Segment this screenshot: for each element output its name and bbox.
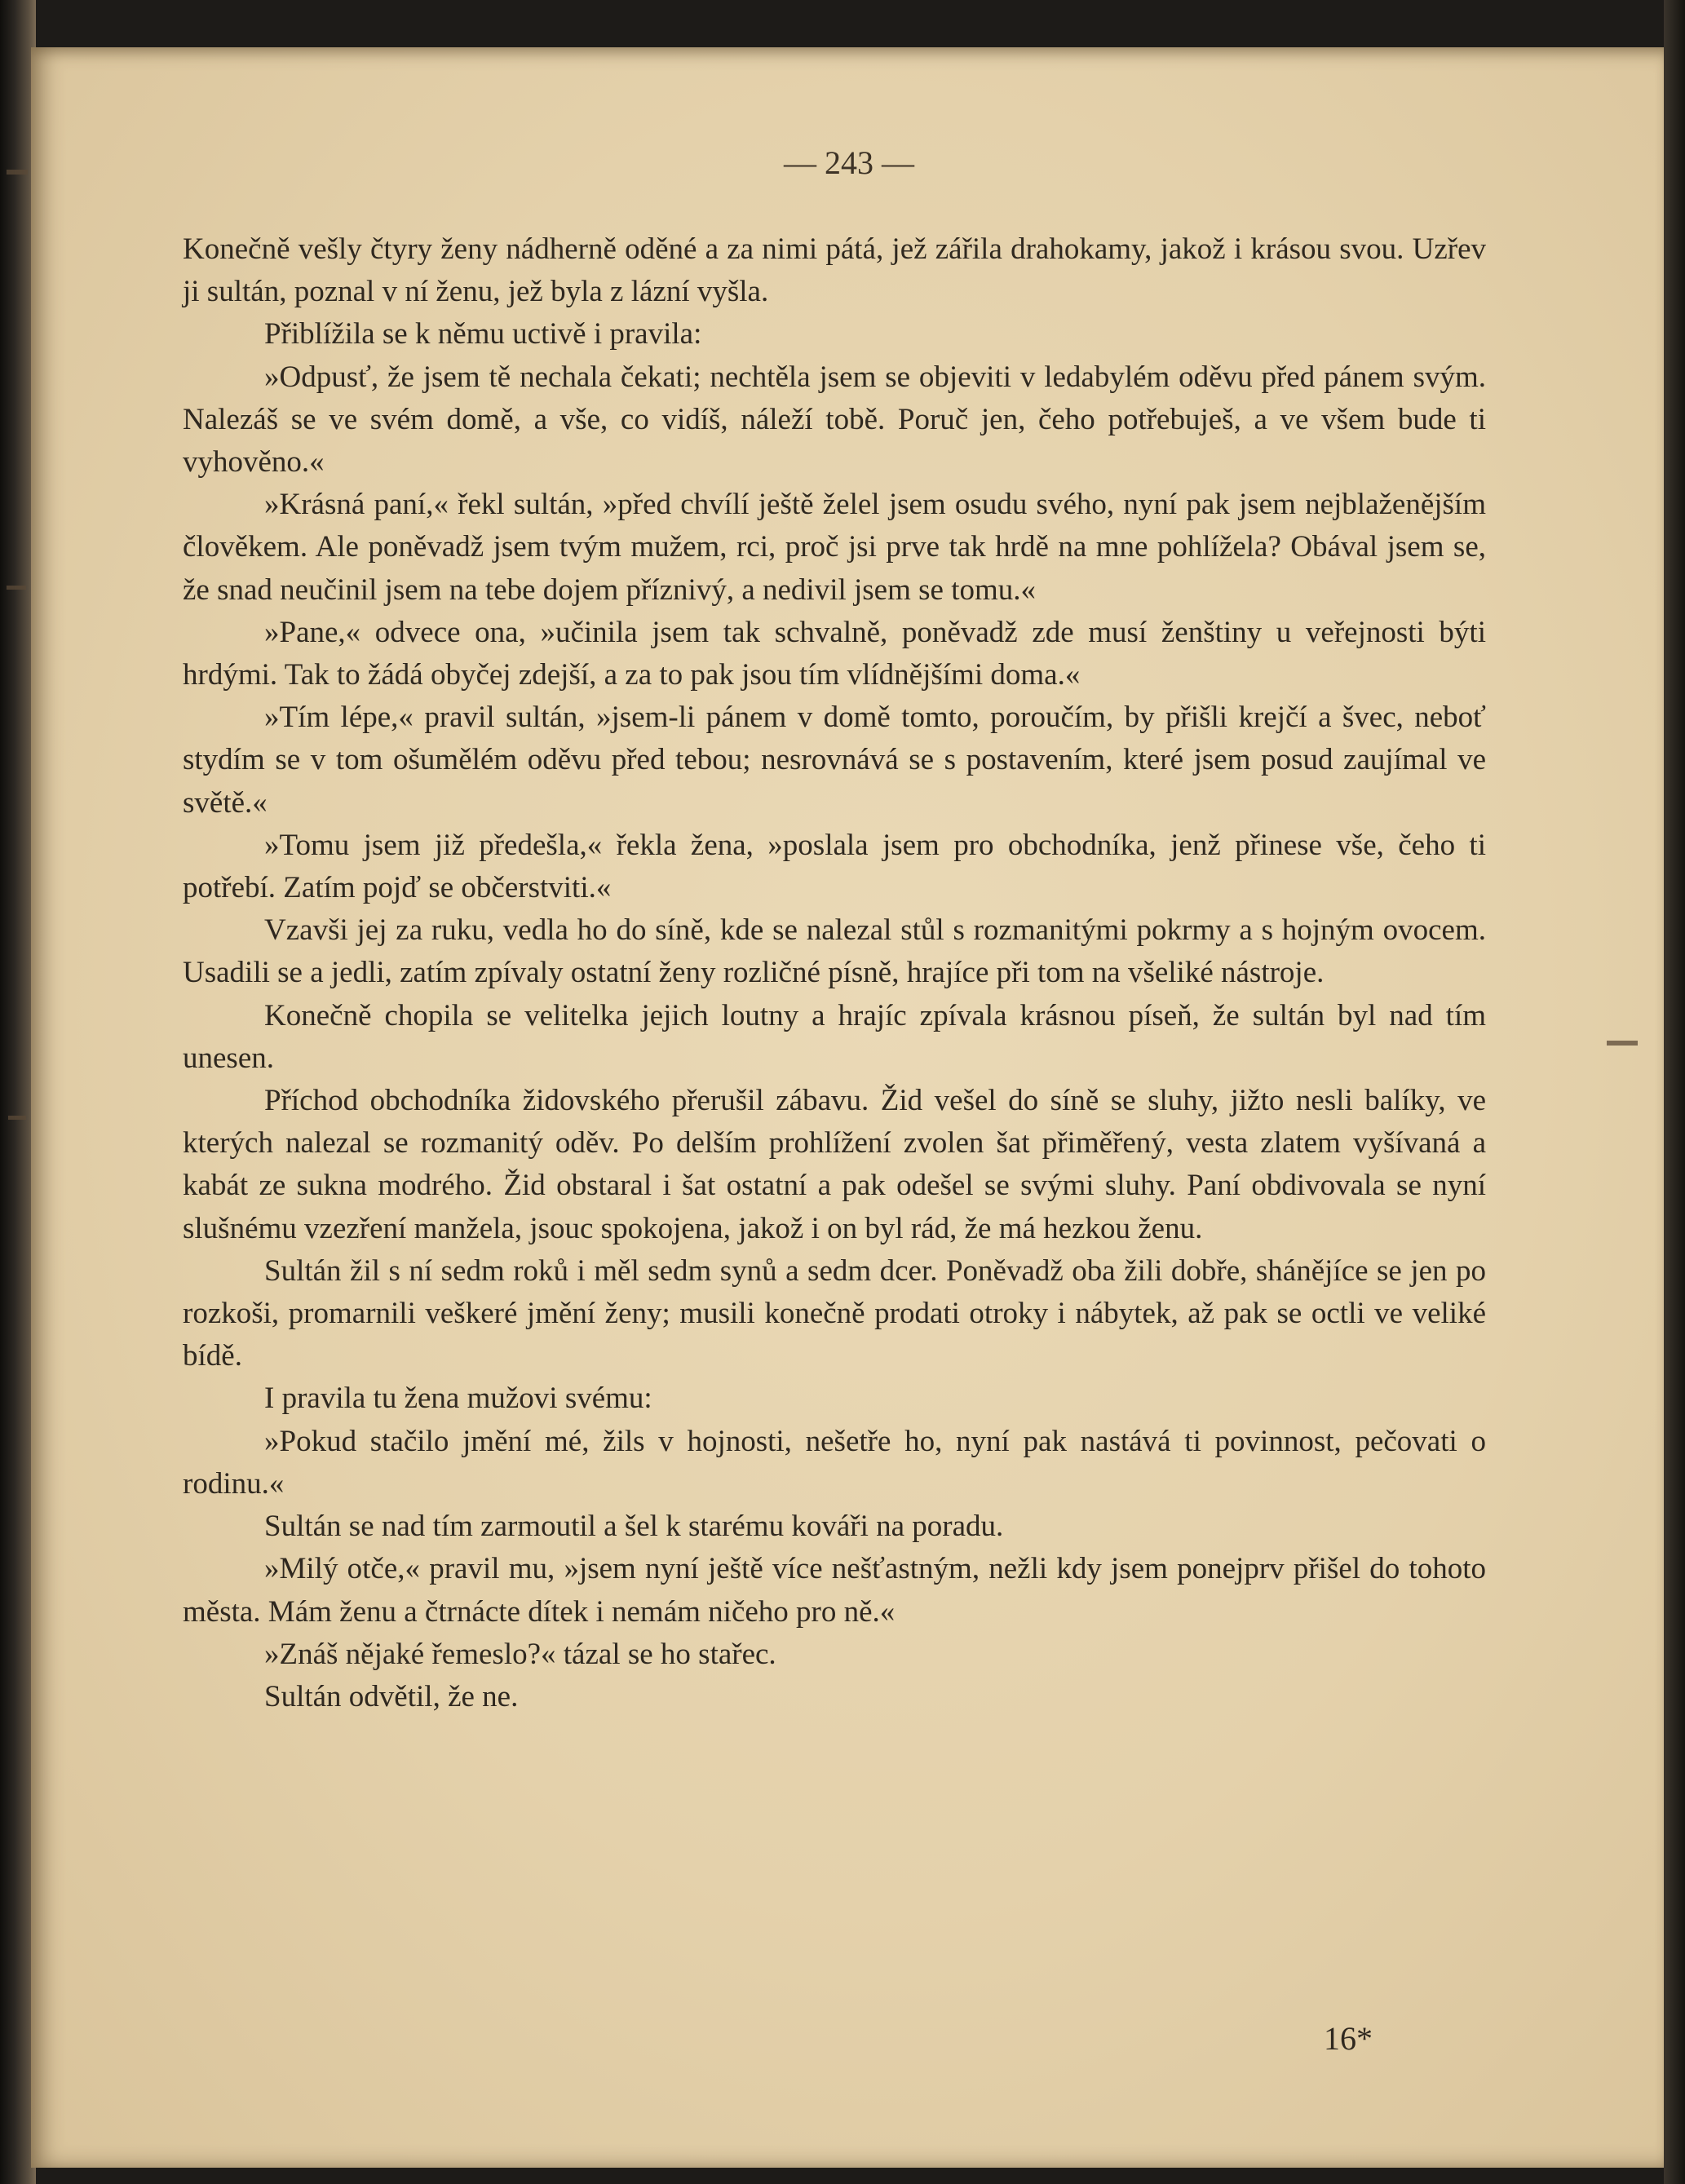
signature-mark: 16* xyxy=(1324,2020,1373,2057)
paragraph: Sultán se nad tím zarmoutil a šel k starému kováři na poradu. xyxy=(264,1510,1004,1544)
page-number: — 243 — xyxy=(784,144,914,181)
margin-mark xyxy=(7,586,26,590)
paragraph: »Pane,« odvece ona, »učinila jsem tak schvalně, poněvadž zde musí ženštiny u veřejnosti býti hrdými. Tak to žádá obyčej zdejší, a za to pak jsou tím vlídnějšími doma.« xyxy=(183,615,1486,692)
paragraph: Konečně vešly čtyry ženy nádherně oděné a za nimi pátá, jež zářila drahokamy, jakož i krásou svou. Uzřev ji sultán, poznal v ní ženu, jež byla z lázní vyšla. xyxy=(183,232,1486,309)
paragraph: Vzavši jej za ruku, vedla ho do síně, kde se nalezal stůl s rozmanitými pokrmy a s hojným ovocem. Usadili se a jedli, zatím zpívaly ostatní ženy rozličné písně, hrajíce při tom na všeliké nástroje. xyxy=(183,913,1486,990)
paragraph: »Odpusť, že jsem tě nechala čekati; nechtěla jsem se objeviti v ledabylém oděvu před pánem svým. Nalezáš se ve svém domě, a vše, co vidíš, náleží tobě. Poruč jen, čeho potřebuješ, a ve všem bude ti vyhověno.« xyxy=(183,360,1486,480)
page-edge xyxy=(1664,0,1685,2184)
paragraph: Sultán žil s ní sedm roků i měl sedm synů a sedm dcer. Poněvadž oba žili dobře, shánějíce se jen po rozkoši, promarnili veškeré jmění ženy; musili konečně prodati otroky i nábytek, až pak se octli ve veliké bídě. xyxy=(183,1253,1486,1373)
paragraph: »Krásná paní,« řekl sultán, »před chvílí ještě želel jsem osudu svého, nyní pak jsem nejblaženějším člověkem. Ale poněvadž jsem tvým mužem, rci, proč jsi prve tak hrdě na mne pohlížela? Obával jsem se, že snad neučinil jsem na tebe dojem příznivý, a nedivil jsem se tomu.« xyxy=(183,488,1486,607)
paragraph: »Znáš nějaké řemeslo?« tázal se ho stařec. xyxy=(264,1637,776,1671)
page-sheet xyxy=(31,47,1667,2168)
margin-mark xyxy=(7,170,28,175)
paragraph: Příchod obchodníka židovského přerušil zábavu. Žid vešel do síně se sluhy, jižto nesli balíky, ve kterých nalezal se rozmanitý oděv. Po delším prohlížení zvolen šat přiměřený, vesta zlatem vyšívaná a kabát ze sukna modrého. Žid obstaral i šat ostatní a pak odešel se svými sluhy. Paní obdivovala se nyní slušnému vzezření manžela, jsouc spokojena, jakož i on byl rád, že má hezkou ženu. xyxy=(183,1084,1486,1245)
paragraph: Konečně chopila se velitelka jejich loutny a hrajíc zpívala krásnou píseň, že sultán byl nad tím unesen. xyxy=(183,998,1486,1075)
paragraph: »Tím lépe,« pravil sultán, »jsem-li pánem v domě tomto, poroučím, by přišli krejčí a švec, neboť stydím se v tom ošumělém oděvu před tebou; nesrovnává se s postavením, které jsem posud zaujímal ve světě.« xyxy=(183,701,1486,820)
paragraph: »Tomu jsem již předešla,« řekla žena, »poslala jsem pro obchodníka, jenž přinese vše, čeho ti potřebí. Zatím pojď se občerstviti.« xyxy=(183,828,1486,905)
paragraph: Sultán odvětil, že ne. xyxy=(264,1679,519,1713)
paragraph: »Milý otče,« pravil mu, »jsem nyní ještě více nešťastným, nežli kdy jsem ponejprv přišel do tohoto města. Mám ženu a čtrnácte dítek i nemám ničeho pro ně.« xyxy=(183,1552,1486,1629)
paragraph: Přiblížila se k němu uctivě i pravila: xyxy=(264,317,702,351)
paragraph: I pravila tu žena mužovi svému: xyxy=(264,1382,652,1416)
body-text xyxy=(183,228,1486,1718)
margin-mark xyxy=(8,1116,26,1120)
margin-mark xyxy=(1607,1041,1638,1046)
paragraph: »Pokud stačilo jmění mé, žils v hojnosti, nešetře ho, nyní pak nastává ti povinnost, pečovati o rodinu.« xyxy=(183,1424,1486,1501)
